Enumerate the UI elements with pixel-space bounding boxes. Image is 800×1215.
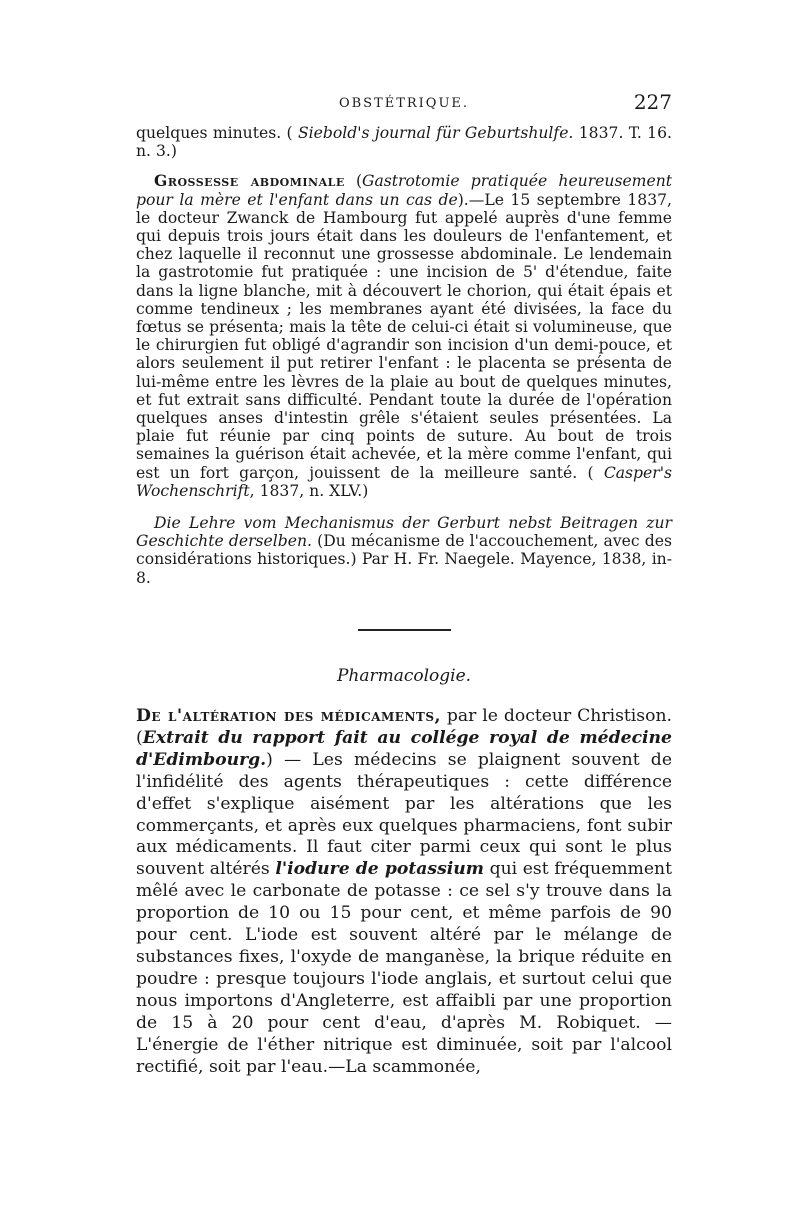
page-number: 227 bbox=[633, 90, 672, 114]
text-run: (Du mécanisme de l'accouchement, avec des considérations historiques.) Par H. Fr. Naegele. Mayence, 1838, in-8. bbox=[136, 532, 672, 587]
text-run: par le docteur Christison. ( bbox=[136, 706, 672, 748]
text-run: qui est fréquemment mêlé avec le carbonate de potasse : ce sel s'y trouve dans la proportion de 10 ou 15 pour cent, et même parfois de 90 pour cent. L'iode est souvent altéré par le mélange de substances fixes, l'oxyde de manganèse, la brique réduite en poudre : presque toujours l'iode anglais, et surtout celui que nous importons d'Angleterre, est affaibli par une proportion de 15 à 20 pour cent d'eau, d'après M. Robiquet. — L'énergie de l'éther nitrique est diminuée, soit par l'alcool rectifié, soit par l'eau.—La scammonée, bbox=[136, 859, 672, 1077]
article-heading: De l'altération des médicaments, bbox=[136, 706, 441, 726]
text-run: ).—Le 15 septembre 1837, le docteur Zwanck de Hambourg fut appelé auprès d'une femme qui depuis trois jours était dans les douleurs de l'enfantement, et chez laquelle il reconnut une grossesse abdominale. Le lendemain la gastrotomie fut pratiquée : une incision de 5' d'étendue, faite dans la ligne blanche, mit à découvert le chorion, qui était épais et comme tendineux ; les membranes ayant été divisées, la face du fœtus se présenta; mais la tête de celui-ci était si volumineuse, que le chirurgien fut obligé d'agrandir son incision d'un demi-pouce, et alors seulement il put retirer l'enfant : le placenta se présenta de lui-même entre les lèvres de la plaie au bout de quelques minutes, et fut extrait sans difficulté. Pendant toute la durée de l'opération quelques anses d'intestin grêle s'étaient seules présentées. La plaie fut réunie par cinq points de suture. Au bout de trois semaines la guérison était achevée, et la mère comme l'enfant, qui est un fort garçon, jouissent de la meilleure santé. ( bbox=[136, 190, 673, 482]
book-title: Die Lehre vom Mechanismus der Gerburt nebst Beitragen zur Geschichte derselben. bbox=[136, 514, 672, 551]
paragraph-abdominal-pregnancy bbox=[136, 172, 672, 500]
section-divider bbox=[358, 629, 451, 631]
text-run: ( bbox=[344, 172, 363, 191]
paragraph-naegele-book bbox=[136, 514, 672, 587]
running-head: OBSTÉTRIQUE. bbox=[338, 96, 470, 111]
section-heading: Pharmacologie. bbox=[336, 666, 472, 686]
paragraph-drug-alteration bbox=[136, 706, 672, 1078]
text-run: , 1837, n. XLV.) bbox=[249, 481, 369, 500]
journal-title: Casper's Wochenschrift bbox=[136, 463, 672, 500]
page-header bbox=[136, 90, 672, 120]
obstetrics-text bbox=[136, 124, 672, 587]
text-run: quelques minutes. ( bbox=[136, 124, 298, 142]
substance-name: l'iodure de potassium bbox=[275, 859, 484, 880]
text-run: 1837. T. 16. n. 3.) bbox=[136, 124, 672, 161]
article-heading: Grossesse abdominale bbox=[154, 171, 345, 191]
paragraph-siebold-citation bbox=[136, 124, 672, 160]
journal-title: Siebold's journal für Geburtshulfe. bbox=[297, 124, 574, 142]
report-source: Extrait du rapport fait au collége royal de médecine d'Edimbourg. bbox=[136, 727, 672, 770]
pharmacology-text bbox=[136, 706, 672, 1078]
article-subtitle: Gastrotomie pratiquée heureusement pour la mère et l'enfant dans un cas de bbox=[136, 172, 672, 209]
text-run: ) — Les médecins se plaignent souvent de l'infidélité des agents thérapeutiques : cette différence d'effet s'explique aisément par les altérations que les commerçants, et après eux quelques pharmaciens, font subir aux médicaments. Il faut citer parmi ceux qui sont le plus souvent altérés bbox=[136, 749, 672, 880]
